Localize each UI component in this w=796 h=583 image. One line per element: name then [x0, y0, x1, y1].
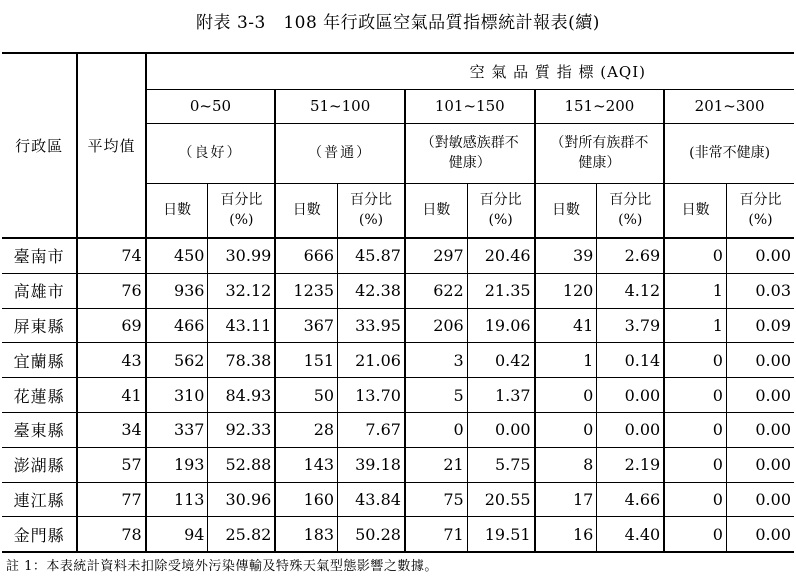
average-value: 76 [77, 273, 145, 308]
percent-cell: 0.00 [726, 447, 794, 482]
days-cell: 450 [146, 238, 208, 273]
percent-cell: 0.14 [597, 343, 664, 378]
percent-cell: 4.12 [597, 273, 664, 308]
col-days: 日數 [405, 183, 467, 238]
range-51-100: 51~100 [275, 89, 405, 123]
days-cell: 71 [405, 517, 467, 552]
days-cell: 17 [535, 482, 597, 517]
days-cell: 0 [664, 343, 726, 378]
percent-cell: 0.09 [726, 308, 794, 343]
percent-cell: 0.00 [597, 412, 664, 447]
percent-cell: 43.11 [208, 308, 275, 343]
days-cell: 0 [664, 378, 726, 413]
percent-cell: 13.70 [338, 378, 405, 413]
days-cell: 39 [535, 238, 597, 273]
col-days: 日數 [275, 183, 337, 238]
percent-cell: 33.95 [338, 308, 405, 343]
range-0-50: 0~50 [146, 89, 276, 123]
days-cell: 206 [405, 308, 467, 343]
col-days: 日數 [535, 183, 597, 238]
days-cell: 8 [535, 447, 597, 482]
percent-cell: 43.84 [338, 482, 405, 517]
percent-cell: 25.82 [208, 517, 275, 552]
average-value: 69 [77, 308, 145, 343]
table-title: 附表 3-3 108 年行政區空氣品質指標統計報表(續) [196, 13, 600, 33]
percent-cell: 7.67 [338, 412, 405, 447]
percent-cell: 19.06 [467, 308, 534, 343]
average-value: 78 [77, 517, 145, 552]
days-cell: 0 [535, 412, 597, 447]
days-cell: 28 [275, 412, 337, 447]
days-cell: 310 [146, 378, 208, 413]
days-cell: 120 [535, 273, 597, 308]
days-cell: 0 [664, 517, 726, 552]
days-cell: 16 [535, 517, 597, 552]
days-cell: 0 [664, 238, 726, 273]
percent-cell: 1.37 [467, 378, 534, 413]
col-days: 日數 [146, 183, 208, 238]
days-cell: 75 [405, 482, 467, 517]
percent-cell: 0.00 [726, 482, 794, 517]
table-row [2, 517, 794, 552]
days-cell: 0 [535, 378, 597, 413]
days-cell: 337 [146, 412, 208, 447]
days-cell: 1235 [275, 273, 337, 308]
district-name: 屏東縣 [2, 308, 77, 343]
col-percent: 百分比 (%) [726, 183, 794, 238]
district-name: 澎湖縣 [2, 447, 77, 482]
percent-cell: 42.38 [338, 273, 405, 308]
average-value: 34 [77, 412, 145, 447]
level-good: （良好） [146, 123, 276, 183]
aqi-statistics-table [2, 52, 794, 553]
days-cell: 3 [405, 343, 467, 378]
percent-cell: 45.87 [338, 238, 405, 273]
percent-cell: 0.00 [726, 378, 794, 413]
days-cell: 151 [275, 343, 337, 378]
average-value: 74 [77, 238, 145, 273]
percent-cell: 0.00 [726, 238, 794, 273]
days-cell: 0 [664, 447, 726, 482]
header-aqi-group: 空 氣 品 質 指 標 (AQI) [146, 53, 794, 89]
percent-cell: 39.18 [338, 447, 405, 482]
district-name: 金門縣 [2, 517, 77, 552]
percent-cell: 0.00 [726, 343, 794, 378]
days-cell: 1 [535, 343, 597, 378]
district-name: 臺南市 [2, 238, 77, 273]
col-percent: 百分比 (%) [597, 183, 664, 238]
days-cell: 1 [664, 273, 726, 308]
district-name: 臺東縣 [2, 412, 77, 447]
days-cell: 0 [405, 412, 467, 447]
days-cell: 936 [146, 273, 208, 308]
table-row [2, 482, 794, 517]
level-sensitive: （對敏感族群不健康） [405, 123, 535, 183]
col-days: 日數 [664, 183, 726, 238]
table-row [2, 343, 794, 378]
level-very-unhealthy: (非常不健康) [664, 123, 794, 183]
days-cell: 0 [664, 482, 726, 517]
district-name: 連江縣 [2, 482, 77, 517]
percent-cell: 78.38 [208, 343, 275, 378]
days-cell: 21 [405, 447, 467, 482]
percent-cell: 30.96 [208, 482, 275, 517]
days-cell: 367 [275, 308, 337, 343]
days-cell: 50 [275, 378, 337, 413]
table-body [2, 238, 794, 552]
days-cell: 94 [146, 517, 208, 552]
percent-cell: 5.75 [467, 447, 534, 482]
percent-cell: 4.66 [597, 482, 664, 517]
days-cell: 562 [146, 343, 208, 378]
district-name: 宜蘭縣 [2, 343, 77, 378]
table-row [2, 447, 794, 482]
days-cell: 622 [405, 273, 467, 308]
percent-cell: 21.06 [338, 343, 405, 378]
table-row [2, 412, 794, 447]
header-average: 平均值 [77, 53, 145, 238]
average-value: 43 [77, 343, 145, 378]
district-name: 高雄市 [2, 273, 77, 308]
days-cell: 297 [405, 238, 467, 273]
col-percent: 百分比 (%) [208, 183, 275, 238]
percent-cell: 21.35 [467, 273, 534, 308]
days-cell: 41 [535, 308, 597, 343]
percent-cell: 19.51 [467, 517, 534, 552]
range-151-200: 151~200 [535, 89, 665, 123]
percent-cell: 20.46 [467, 238, 534, 273]
percent-cell: 30.99 [208, 238, 275, 273]
days-cell: 160 [275, 482, 337, 517]
days-cell: 466 [146, 308, 208, 343]
percent-cell: 0.00 [726, 412, 794, 447]
level-unhealthy: （對所有族群不健康） [535, 123, 665, 183]
col-percent: 百分比 (%) [338, 183, 405, 238]
table-row [2, 378, 794, 413]
days-cell: 113 [146, 482, 208, 517]
percent-cell: 32.12 [208, 273, 275, 308]
percent-cell: 2.19 [597, 447, 664, 482]
district-name: 花蓮縣 [2, 378, 77, 413]
days-cell: 666 [275, 238, 337, 273]
percent-cell: 0.42 [467, 343, 534, 378]
percent-cell: 0.00 [467, 412, 534, 447]
table-row [2, 308, 794, 343]
days-cell: 0 [664, 412, 726, 447]
table-row [2, 238, 794, 273]
header-district: 行政區 [2, 53, 77, 238]
level-moderate: （普通） [275, 123, 405, 183]
range-101-150: 101~150 [405, 89, 535, 123]
days-cell: 1 [664, 308, 726, 343]
days-cell: 5 [405, 378, 467, 413]
percent-cell: 3.79 [597, 308, 664, 343]
percent-cell: 50.28 [338, 517, 405, 552]
col-percent: 百分比 (%) [467, 183, 534, 238]
days-cell: 183 [275, 517, 337, 552]
percent-cell: 20.55 [467, 482, 534, 517]
percent-cell: 0.00 [726, 517, 794, 552]
average-value: 77 [77, 482, 145, 517]
percent-cell: 0.00 [597, 378, 664, 413]
average-value: 57 [77, 447, 145, 482]
range-201-300: 201~300 [664, 89, 794, 123]
days-cell: 193 [146, 447, 208, 482]
percent-cell: 92.33 [208, 412, 275, 447]
table-row [2, 273, 794, 308]
percent-cell: 4.40 [597, 517, 664, 552]
percent-cell: 84.93 [208, 378, 275, 413]
percent-cell: 52.88 [208, 447, 275, 482]
percent-cell: 2.69 [597, 238, 664, 273]
days-cell: 143 [275, 447, 337, 482]
average-value: 41 [77, 378, 145, 413]
footnote: 註 1：本表統計資料未扣除受境外污染傳輸及特殊天氣型態影響之數據。 [6, 559, 438, 574]
percent-cell: 0.03 [726, 273, 794, 308]
